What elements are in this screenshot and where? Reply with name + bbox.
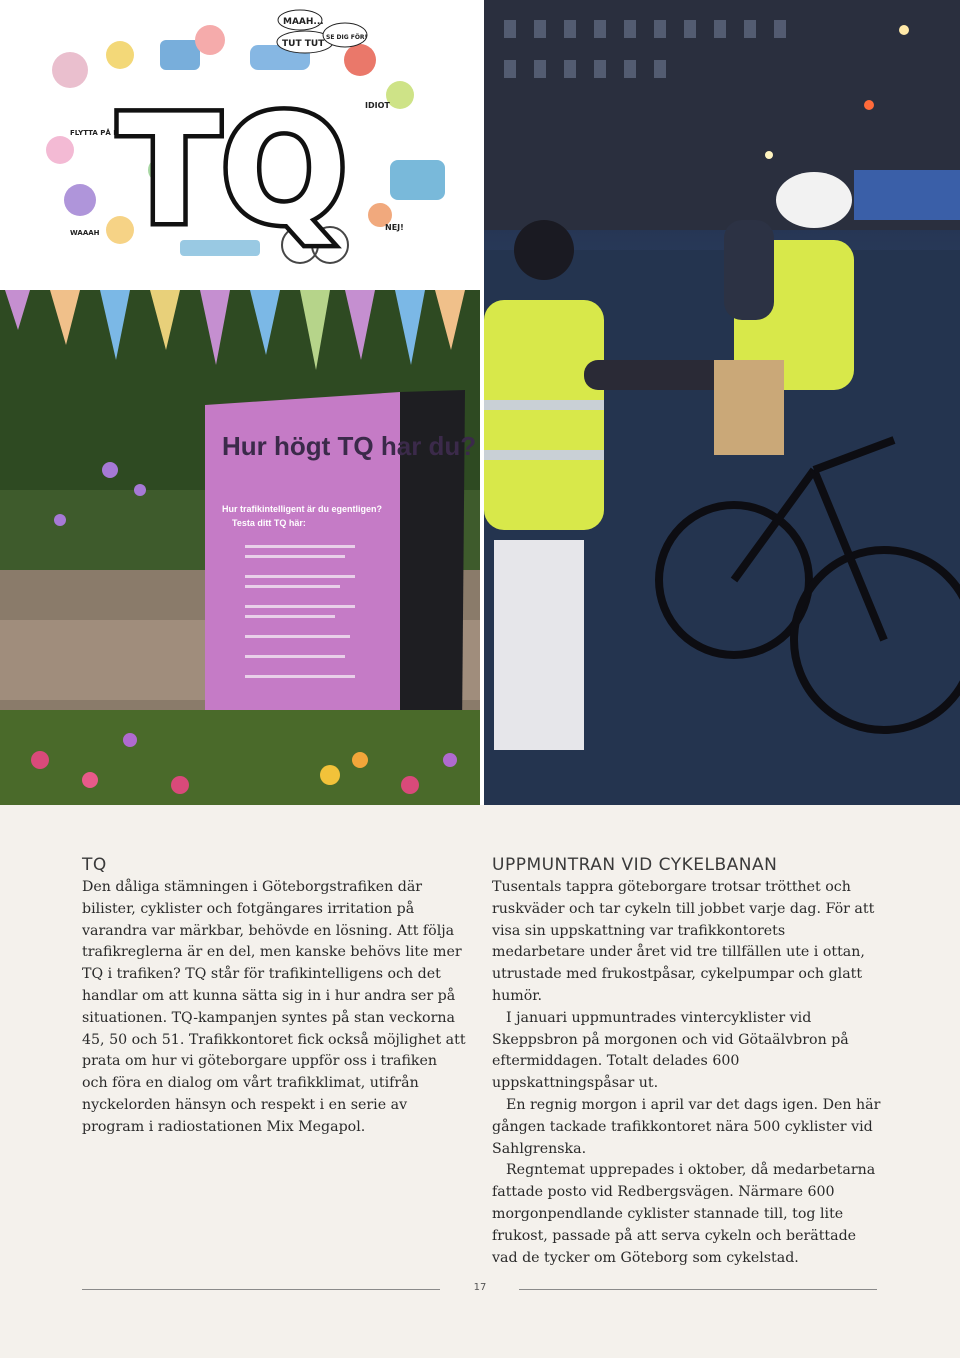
paragraph-januari: I januari uppmuntrades vintercyklister vid Skeppsbron på morgonen och vid Götaälvbron på eftermiddagen. Totalt delades 600 uppskattningspåsar ut.: [492, 1009, 849, 1092]
cyclist-photo: [484, 0, 960, 805]
paragraph-intro: Tusentals tappra göteborgare trotsar trötthet och ruskväder och tar cykeln till jobbet varje dag. För att visa sin uppskattning var trafikkontorets medarbetare under året vid tre tillfällen ute i ottan, utrustade med frukostpåsar, cykelpumpar och glatt humör.: [492, 879, 875, 1004]
page-number: 17: [473, 1282, 487, 1293]
poster-subtitle-2: Testa ditt TQ här:: [232, 518, 306, 528]
article-tq: [82, 855, 467, 1139]
tq-logo: TQ: [118, 84, 348, 258]
bubble-flytta: FLYTTA PÅ DIG: [70, 129, 128, 137]
paragraph-april: En regnig morgon i april var det dags igen. Den här gången tackade trafikkontoret nära 500 cyklister vid Sahlgrenska.: [492, 1096, 881, 1157]
bubble-nej: NEJ!: [385, 223, 404, 232]
heading-tq: TQ: [82, 855, 107, 875]
article-cykelbanan: [492, 855, 882, 1269]
footer-rule-left: [82, 1289, 440, 1290]
bubble-maah: MAAH...: [283, 17, 324, 27]
paragraph-oktober: Regntemat upprepades i oktober, då medarbetarna fattade posto vid Redbergsvägen. Närmare 600 morgonpendlande cyklister stannade till, tog lite frukost, passade på att serva cykeln och berättade vad de tycker om Göteborg som cykelstad.: [492, 1162, 876, 1266]
poster-title-line: Hur högt TQ har du?: [222, 431, 477, 461]
poster-photo: [0, 290, 480, 805]
paragraph-tq: Den dåliga stämningen i Göteborgstrafiken där bilister, cyklister och fotgängares irritation på varandra var märkbar, behövde en lösning. Att följa trafikreglerna är en del, men kanske behövs lite mer TQ i trafiken? TQ står för trafikintelligens och det handlar om att kunna sätta sig in i hur andra ser på situationen. TQ-kampanjen syntes på stan veckorna 45, 50 och 51. Trafikkontoret fick också möjlighet att prata om hur vi göteborgare uppför oss i trafiken och föra en dialog om vårt trafikklimat, utifrån nyckelorden hänsyn och respekt i en serie av program i radiostationen Mix Megapol.: [82, 879, 466, 1135]
tq-illustration: [0, 0, 480, 290]
heading-cykelbanan: UPPMUNTRAN VID CYKELBANAN: [492, 855, 778, 875]
bubble-idiot: IDIOT: [365, 101, 390, 110]
bubble-tut-tut: TUT TUT: [282, 39, 325, 49]
bubble-se-dig-for: SE DIG FÖR!: [326, 34, 368, 41]
bubble-waaah: WAAAH: [70, 229, 100, 237]
poster-subtitle-1: Hur trafikintelligent är du egentligen?: [222, 504, 383, 514]
footer-rule-right: [519, 1289, 877, 1290]
